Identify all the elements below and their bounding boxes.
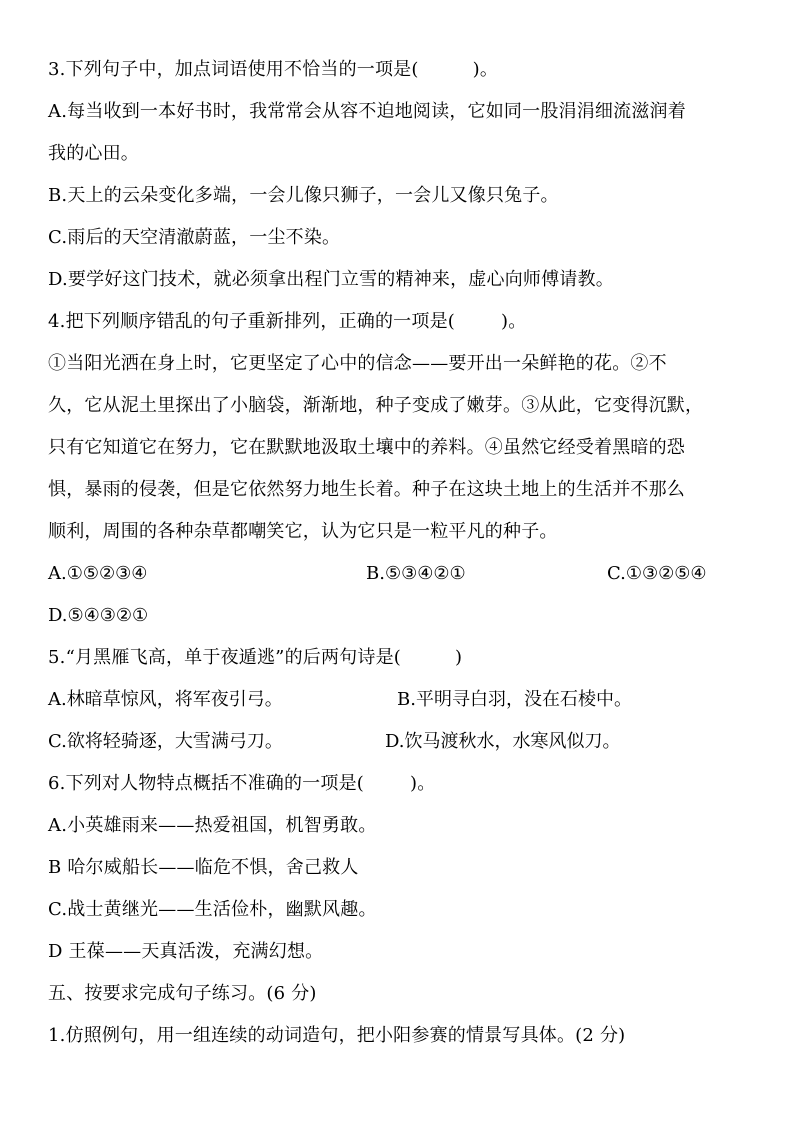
question-3-stem bbox=[48, 57, 748, 83]
question-4-option-b: B.⑤③④②① bbox=[366, 563, 466, 584]
question-4-stem-end: )。 bbox=[501, 311, 527, 332]
question-4-passage-line: 惧，暴雨的侵袭，但是它依然努力地生长着。种子在这块土地上的生活并不那么 bbox=[48, 479, 685, 500]
question-4-passage-line: 久，它从泥土里探出了小脑袋，渐渐地，种子变成了嫩芽。③从此，它变得沉默， bbox=[48, 395, 704, 416]
question-5-stem bbox=[48, 645, 748, 671]
question-3-option-d: D.要学好这门技术，就必须拿出程门立雪的精神来，虚心向师傅请教。 bbox=[48, 269, 614, 290]
question-3-option-b: B.天上的云朵变化多端，一会儿像只狮子，一会儿又像只兔子。 bbox=[48, 185, 559, 206]
question-4-stem bbox=[48, 309, 748, 335]
question-4-passage-line: 顺利，周围的各种杂草都嘲笑它，认为它只是一粒平凡的种子。 bbox=[48, 521, 558, 542]
question-3-stem-end: )。 bbox=[472, 59, 499, 80]
question-3-option-a-line-2: 我的心田。 bbox=[48, 143, 139, 164]
question-6-stem bbox=[48, 771, 748, 797]
question-5-option-b: B.平明寻白羽，没在石棱中。 bbox=[397, 689, 632, 710]
question-6-option-d: D 王葆——天真活泼，充满幻想。 bbox=[48, 941, 324, 962]
question-5-option-c: C.欲将轻骑逐，大雪满弓刀。 bbox=[48, 731, 283, 752]
question-3-stem-text: 3.下列句子中，加点词语使用不恰当的一项是( bbox=[48, 59, 419, 80]
question-5-stem-text: 5.“月黑雁飞高，单于夜遁逃”的后两句诗是( bbox=[48, 647, 401, 668]
question-6-stem-end: )。 bbox=[410, 773, 436, 794]
question-3-option-c: C.雨后的天空清澈蔚蓝，一尘不染。 bbox=[48, 227, 341, 248]
question-4-passage-line: ①当阳光洒在身上时，它更坚定了心中的信念——要开出一朵鲜艳的花。②不 bbox=[48, 353, 667, 374]
section-5-heading: 五、按要求完成句子练习。(6 分) bbox=[48, 983, 317, 1004]
question-5-stem-end: ) bbox=[455, 647, 463, 668]
question-4-option-d: D.⑤④③②① bbox=[48, 605, 149, 626]
question-6-option-c: C.战士黄继光——生活俭朴，幽默风趣。 bbox=[48, 899, 377, 920]
question-6-option-b: B 哈尔威船长——临危不惧，舍己救人 bbox=[48, 857, 359, 878]
question-5-option-d: D.饮马渡秋水，水寒风似刀。 bbox=[385, 731, 621, 752]
question-3-option-a-line-1: A.每当收到一本好书时，我常常会从容不迫地阅读，它如同一股涓涓细流滋润着 bbox=[48, 101, 686, 122]
section-5-question-1: 1.仿照例句，用一组连续的动词造句，把小阳参赛的情景写具体。(2 分) bbox=[48, 1025, 626, 1046]
question-4-stem-text: 4.把下列顺序错乱的句子重新排列，正确的一项是( bbox=[48, 311, 455, 332]
question-6-option-a: A.小英雄雨来——热爱祖国，机智勇敢。 bbox=[48, 815, 377, 836]
question-4-option-c: C.①③②⑤④ bbox=[607, 563, 707, 584]
question-4-passage-line: 只有它知道它在努力，它在默默地汲取土壤中的养料。④虽然它经受着黑暗的恐 bbox=[48, 437, 685, 458]
question-5-option-a: A.林暗草惊风，将军夜引弓。 bbox=[48, 689, 283, 710]
question-4-option-a: A.①⑤②③④ bbox=[48, 563, 148, 584]
question-6-stem-text: 6.下列对人物特点概括不准确的一项是( bbox=[48, 773, 364, 794]
